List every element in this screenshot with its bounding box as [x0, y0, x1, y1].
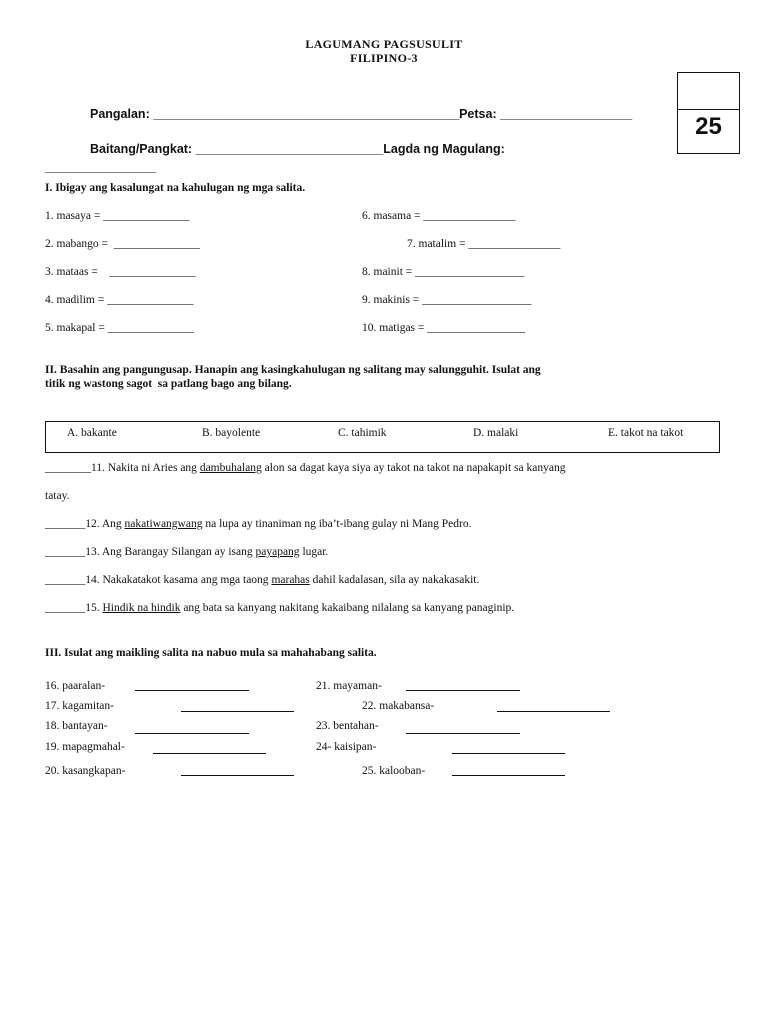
part1-item[interactable]: 4. madilim = _______________ — [45, 294, 194, 306]
answer-line[interactable] — [135, 690, 249, 691]
part1-instruction: I. Ibigay ang kasalungat na kahulugan ng mga salita. — [45, 182, 306, 194]
part2-item-11-continuation: tatay. — [45, 490, 70, 502]
quiz-subtitle: FILIPINO-3 — [350, 51, 418, 65]
part3-item: 24- kaisipan- — [316, 741, 377, 753]
answer-blank[interactable]: ________ — [45, 462, 91, 474]
item-number: 11. — [91, 462, 105, 474]
underlined-word: payapang — [255, 546, 300, 558]
part3-item: 17. kagamitan- — [45, 700, 114, 712]
part1-item[interactable]: 2. mabango = _______________ — [45, 238, 201, 250]
part2-item-14 — [45, 575, 479, 587]
part1-item[interactable]: 6. masama = ________________ — [362, 210, 516, 222]
part3-item: 23. bentahan- — [316, 720, 379, 732]
part3-item: 18. bantayan- — [45, 720, 108, 732]
answer-line[interactable] — [181, 775, 294, 776]
quiz-title: LAGUMANG PAGSUSULIT — [305, 37, 463, 51]
part2-instruction-cont: titik ng wastong sagot sa patlang bago ang bilang. — [45, 378, 292, 390]
part1-item[interactable]: 10. matigas = _________________ — [362, 322, 526, 334]
part2-item-11 — [45, 463, 565, 475]
part1-item[interactable]: 8. mainit = ___________________ — [362, 266, 525, 278]
answer-line[interactable] — [497, 711, 610, 712]
answer-blank[interactable]: _______ — [45, 518, 86, 530]
sentence-text: ang bata sa kanyang nakitang kakaibang nilalang sa kanyang panaginip. — [180, 602, 515, 614]
part1-item[interactable]: 5. makapal = _______________ — [45, 322, 194, 334]
part2-instruction: II. Basahin ang pangungusap. Hanapin ang kasingkahulugan ng salitang may salungguhit. Isulat ang — [45, 364, 541, 376]
choice-e: E. takot na takot — [608, 427, 684, 439]
sentence-text: Nakita ni Aries ang — [104, 462, 200, 474]
underlined-word: dambuhalang — [199, 462, 262, 474]
sentence-text: Nakakatakot kasama ang mga taong — [99, 574, 272, 586]
answer-blank[interactable]: _______ — [45, 574, 86, 586]
answer-blank[interactable]: _______ — [45, 602, 86, 614]
part2-item-15 — [45, 603, 514, 615]
answer-line[interactable] — [181, 711, 294, 712]
item-number: 13. — [85, 546, 100, 558]
score-box — [677, 72, 740, 154]
choice-a: A. bakante — [67, 427, 117, 439]
part3-item: 25. kalooban- — [362, 765, 426, 777]
answer-line[interactable] — [452, 775, 565, 776]
answer-blank[interactable]: _______ — [45, 546, 86, 558]
item-number: 14. — [85, 574, 100, 586]
part3-item: 20. kasangkapan- — [45, 765, 126, 777]
sentence-text: dahil kadalasan, sila ay nakakasakit. — [309, 574, 480, 586]
part1-item[interactable]: 9. makinis = ___________________ — [362, 294, 532, 306]
score-divider — [678, 109, 739, 110]
sentence-text: Ang Barangay Silangan ay isang — [99, 546, 256, 558]
part1-item[interactable]: 7. matalim = ________________ — [407, 238, 561, 250]
answer-line[interactable] — [135, 733, 249, 734]
answer-line[interactable] — [406, 733, 520, 734]
part3-item: 16. paaralan- — [45, 680, 106, 692]
part3-item: 22. makabansa- — [362, 700, 435, 712]
choice-b: B. bayolente — [202, 427, 261, 439]
part2-item-13 — [45, 547, 328, 559]
underlined-word: nakatiwangwang — [124, 518, 203, 530]
answer-line[interactable] — [406, 690, 520, 691]
part3-instruction: III. Isulat ang maikling salita na nabuo mula sa mahahabang salita. — [45, 647, 377, 659]
part3-item: 19. mapagmahal- — [45, 741, 125, 753]
part1-item[interactable]: 1. masaya = _______________ — [45, 210, 190, 222]
part3-item: 21. mayaman- — [316, 680, 382, 692]
part1-item[interactable]: 3. mataas = _______________ — [45, 266, 196, 278]
choice-d: D. malaki — [473, 427, 519, 439]
answer-line[interactable] — [153, 753, 266, 754]
part2-item-12 — [45, 519, 472, 531]
sentence-text: Ang — [99, 518, 125, 530]
choice-c: C. tahimik — [338, 427, 387, 439]
name-date-field[interactable]: Pangalan: ____________________________________________Petsa: ___________________ — [90, 107, 633, 121]
underlined-word: marahas — [271, 574, 310, 586]
signature-field-continuation[interactable]: ________________ — [45, 160, 157, 174]
total-score: 25 — [695, 113, 722, 140]
sentence-text: alon sa dagat kaya siya ay takot na takot na napakapit sa kanyang — [261, 462, 566, 474]
item-number: 12. — [85, 518, 100, 530]
sentence-text: lugar. — [299, 546, 329, 558]
underlined-word: Hindik na hindik — [102, 602, 181, 614]
answer-line[interactable] — [452, 753, 565, 754]
item-number: 15. — [85, 602, 100, 614]
grade-signature-field[interactable]: Baitang/Pangkat: ___________________________Lagda ng Magulang: — [90, 142, 505, 156]
sentence-text: na lupa ay tinaniman ng iba’t-ibang gulay ni Mang Pedro. — [202, 518, 472, 530]
